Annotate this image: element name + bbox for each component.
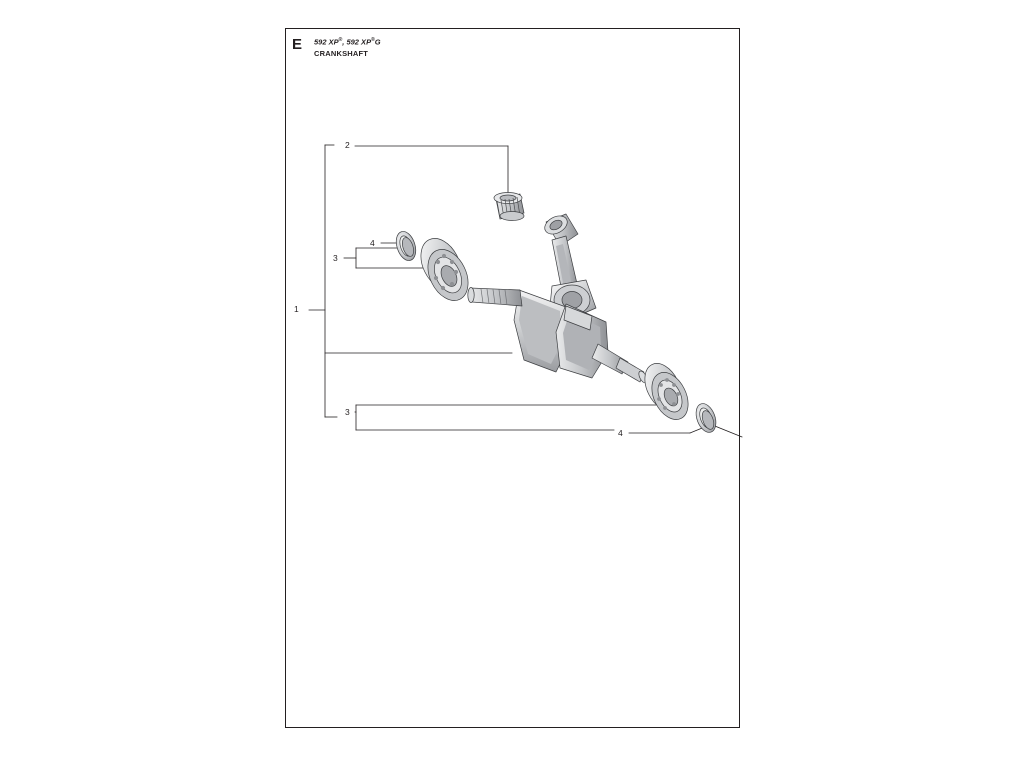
callout-3-lower: 3 — [345, 407, 350, 417]
seal-ring-upper — [393, 229, 419, 263]
callout-2: 2 — [345, 140, 350, 150]
callout-3-upper: 3 — [333, 253, 338, 263]
section-letter: E — [292, 36, 303, 53]
ball-bearing-upper — [413, 232, 476, 307]
needle-bearing-cage — [494, 193, 524, 221]
callout-1: 1 — [294, 304, 299, 314]
callout-4-lower: 4 — [618, 428, 623, 438]
callout-4-upper: 4 — [370, 238, 375, 248]
ball-bearing-lower — [638, 358, 696, 426]
page-title: CRANKSHAFT — [314, 49, 369, 58]
model-designation: 592 XP®, 592 XP®G — [314, 37, 381, 47]
seal-ring-lower — [692, 401, 719, 435]
